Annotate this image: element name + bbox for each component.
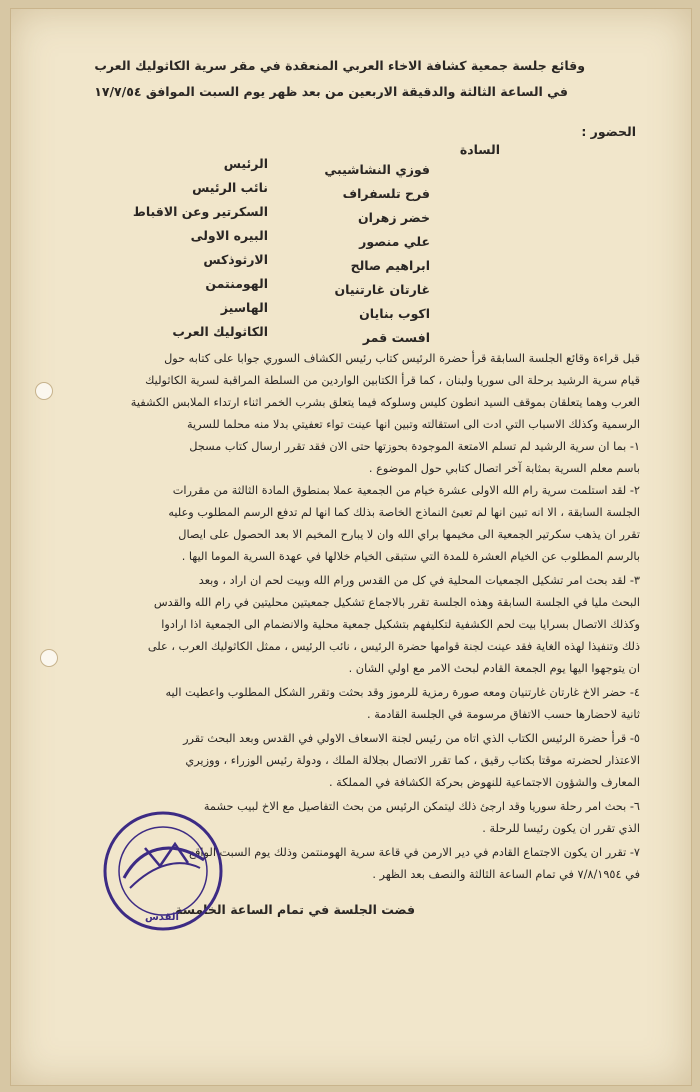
punch-hole [40,649,58,667]
body-line: ٣- لقد بحث امر تشكيل الجمعيات المحلية في كل من القدس ورام الله وبيت لحم ان اراد ، وبعد [198,574,640,587]
stamp-city: القدس [145,912,179,923]
member-role: الرئيس [223,156,268,171]
attendance-subtitle: السادة [459,142,500,157]
body-line: ذلك وتنفيذا لهذه الغاية فقد عينت لجنة قوامها حضرة الرئيس ، نائب الرئيس ، ممثل الكاثوليك العرب ، على [147,640,640,653]
member-name: علي منصور [359,234,430,249]
body-line: الذي تقرر ان يكون رئيسا للرحلة . [482,822,640,835]
body-line: ١- بما ان سرية الرشيد لم تسلم الامتعة الموجودة بحوزتها حتى الان فقد تقرر ارسال كتاب مسجل [189,440,640,453]
body-line: قبل قراءة وقائع الجلسة السابقة قرأ حضرة الرئيس كتاب رئيس الكشاف السوري جوابا على كتابه حول [164,352,640,365]
member-role: الارثوذكس [203,252,268,267]
closing-line: فضت الجلسة في تمام الساعة الخامسة [175,902,415,917]
member-name: افست قمر [362,330,430,345]
body-line: تقرر ان يذهب سكرتير الجمعية الى مخيمها براي الله وان لا يبارح المخيم الا بعد الحصول على ايصال [178,528,640,541]
body-line: قيام سرية الرشيد برحلة الى سوريا ولبنان ، كما قرأ الكتابين الواردين من السلطة المراقبة لسرية الكاثوليك [145,374,640,387]
member-role: الهاسيز [220,300,268,315]
member-name: ابراهيم صالح [350,258,430,273]
body-line: المعارف والشؤون الاجتماعية للنهوض بحركة الكشافة في المملكة . [328,776,640,789]
member-name: غارتان غارتنيان [334,282,430,297]
member-role: الكاثوليك العرب [172,324,268,339]
body-line: في ٧/٨/١٩٥٤ في تمام الساعة الثالثة والنصف بعد الظهر . [372,868,640,881]
body-line: ٥- قرأ حضرة الرئيس الكتاب الذي اتاه من رئيس لجنة الاسعاف الاولي في القدس وبعد البحث تقرر [183,732,640,745]
body-line: ٢- لقد استلمت سرية رام الله الاولى عشرة خيام من الجمعية عملا بمنطوق المادة الثالثة من مقررات [172,484,640,497]
body-line: وكذلك الاتصال بسرايا بيت لحم الكشفية لتكليفهم بتشكيل جمعية محلية والانضمام الى الجمعية اذا ارادوا [161,618,640,631]
member-role: البيره الاولى [190,228,268,243]
header-line-2: في الساعة الثالثة والدقيقة الاربعين من بعد ظهر يوم السبت الموافق ١٧/٧/٥٤ [94,84,568,99]
member-name: اكوب بنايان [359,306,430,321]
punch-hole [35,382,53,400]
body-line: ان يتوجهوا اليها يوم الجمعة القادم لبحث الامر مع اولي الشان . [348,662,640,675]
member-name: خضر زهران [357,210,430,225]
member-role: السكرتير وعن الاقباط [132,204,268,219]
body-line: الاعتذار لحضرته موقتا بكتاب رقيق ، كما تقرر الاتصال بجلالة الملك ، ودولة رئيس الوزراء ، ووزيري [185,754,640,767]
body-line: ٧- تقرر ان يكون الاجتماع القادم في دير الارمن في قاعة سرية الهومنتمن وذلك يوم السبت الواقع [189,846,640,859]
body-line: البحث مليا في الجلسة السابقة وهذه الجلسة تقرر بالاجماع تشكيل جمعيتين محليتين في رام الله والقدس [153,596,640,609]
body-line: الرسمية وكذلك الاسباب التي ادت الى استقالته وتبين انها عينت تواء تعفيتي بدلا منه محلما للسرية [186,418,640,431]
attendance-label: الحضور : [581,124,636,139]
member-role: نائب الرئيس [192,180,268,195]
body-line: العرب وهما يتعلقان بموقف السيد انطون كليس وسلوكه فيما يتعلق بشرب الخمر اثناء ارتداء الملابس الكشفية [130,396,640,409]
member-name: فوزي النشاشيبي [324,162,430,177]
body-line: ٤- حضر الاخ غارتان غارتنيان ومعه صورة رمزية للرموز وقد بحثت وتقرر الشكل المطلوب واعطيت اليه [165,686,640,699]
body-line: بالرسم المطلوب عن الخيام العشرة للمدة التي ستبقى الخيام خلالها في عهدة السرية الموما اليها . [181,550,640,563]
body-line: الجلسة السابقة ، الا انه تبين انها لم تعبئ النماذج الخاصة بذلك كما انها لم تدفع الرسم المطلوب وعليه [168,506,640,519]
body-line: باسم معلم السرية بمثابة آخر اتصال كتابي حول الموضوع . [368,462,640,475]
body-line: ثانية لاحضارها حسب الاتفاق مرسومة في الجلسة القادمة . [367,708,640,721]
member-role: الهومنتمن [205,276,268,291]
body-line: ٦- بحث امر رحلة سوريا وقد ارجئ ذلك ليتمكن الرئيس من بحث التفاصيل مع الاخ لبيب حشمة [203,800,640,813]
header-line-1: وقائع جلسة جمعية كشافة الاخاء العربي المنعقدة في مقر سرية الكاثوليك العرب [94,58,585,73]
member-name: فرح تلسفراف [342,186,430,201]
